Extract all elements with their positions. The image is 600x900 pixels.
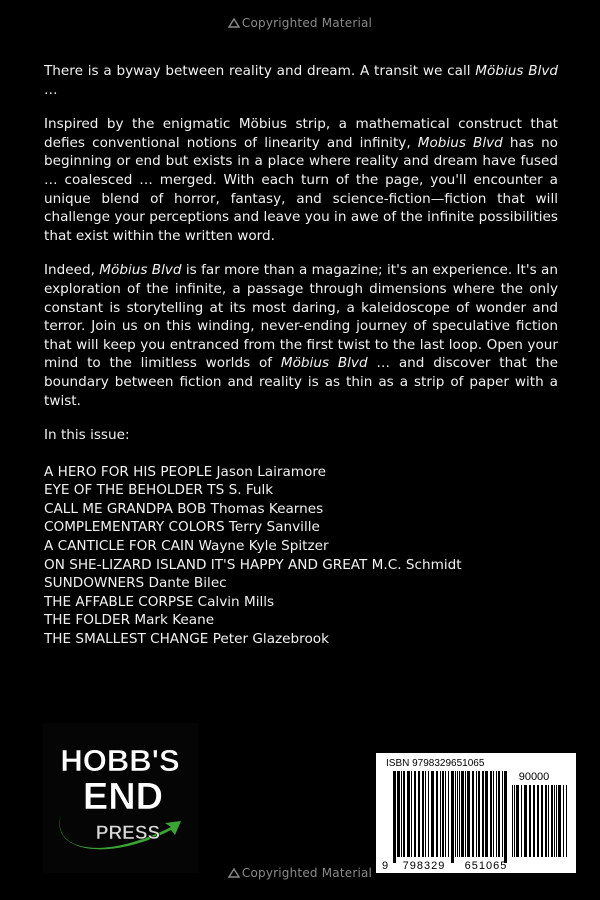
watermark-logo-icon: [228, 868, 240, 878]
barcode-bar: [428, 771, 429, 857]
isbn-barcode: [376, 753, 576, 873]
barcode-bar: [451, 771, 454, 863]
watermark-top: [0, 16, 600, 30]
barcode-bar: [551, 785, 553, 857]
publisher-logo: [43, 723, 198, 873]
barcode-bar: [516, 785, 519, 857]
barcode-bar: [431, 771, 434, 857]
intro-ellipsis: …: [44, 81, 58, 98]
isbn-label: ISBN 9798329651065: [386, 758, 485, 769]
barcode-bar: [442, 771, 444, 857]
toc-item: A CANTICLE FOR CAIN Wayne Kyle Spitzer: [44, 538, 329, 555]
barcode-bar: [485, 771, 488, 857]
barcode-bar: [541, 785, 543, 857]
toc-item: COMPLEMENTARY COLORS Terry Sanville: [44, 519, 320, 536]
para2-text-b: has no beginning or end but exists in a place where reality and dream have fused … coalesced … merged. With each turn of the page, you'll encounter a unique blend of horror, fantasy, and science-fiction—fiction that will challenge your perceptions and leave you in awe of the infinite possibilities that exist within the written word.: [44, 134, 559, 244]
watermark-logo-icon: [228, 18, 240, 28]
barcode-bar: [478, 771, 480, 857]
barcode-bar: [563, 785, 564, 857]
barcode-bar: [461, 771, 464, 857]
barcode-bar: [558, 785, 561, 857]
toc-item: A HERO FOR HIS PEOPLE Jason Lairamore: [44, 463, 327, 480]
barcode-bar: [403, 771, 405, 857]
barcode-bar: [425, 771, 426, 857]
intro-text: There is a byway between reality and dream. A transit we call: [44, 63, 476, 79]
barcode-bar: [496, 771, 497, 857]
barcode-bar: [524, 785, 527, 857]
watermark-bottom: [0, 866, 600, 880]
barcode-digits-left: 798329: [402, 860, 446, 872]
barcode-bar: [545, 785, 547, 857]
barcode-bar: [467, 771, 470, 857]
barcode-bar: [457, 771, 458, 857]
toc-item: THE AFFABLE CORPSE Calvin Mills: [44, 593, 275, 610]
barcode-bar: [514, 785, 515, 857]
barcode-digits-right: 651065: [464, 860, 508, 872]
barcode-bar: [529, 785, 531, 857]
addon-digits: 90000: [518, 771, 550, 783]
hobbs-end-press-logo-icon: [43, 723, 198, 873]
description-paragraph-2: [44, 261, 558, 410]
toc-item: CALL ME GRANDPA BOB Thomas Kearnes: [44, 500, 324, 517]
toc-item: EYE OF THE BEHOLDER TS S. Fulk: [44, 482, 274, 499]
barcode-bar: [414, 771, 416, 857]
barcode-bar: [556, 785, 557, 857]
para3-text-b: is far more than a magazine; it's an experience. It's an exploration of the infinite, a passage through dimensions where the only constant is storytelling at its most daring, a kaleidoscope of wonder and terror. Join us on this winding, never-ending journey of speculative fiction that will keep you entranced from the first twist to the last loop. Open your mind to the limitless worlds of: [44, 262, 558, 372]
barcode-bar: [436, 771, 438, 857]
watermark-text: Copyrighted Material: [241, 866, 373, 880]
logo-line-3: PRESS: [95, 823, 161, 844]
barcode-bar: [418, 771, 420, 857]
barcode-bar: [422, 771, 424, 857]
barcode-bar: [393, 771, 396, 863]
logo-line-2: END: [82, 776, 164, 818]
barcode-bar: [407, 771, 410, 857]
toc-item: THE FOLDER Mark Keane: [44, 612, 215, 629]
barcode-bar: [482, 771, 484, 857]
barcode-bar: [493, 771, 494, 857]
addon-barcode-bars: [512, 785, 567, 857]
barcode-bar: [504, 771, 507, 863]
para2-title: Mobius Blvd: [417, 134, 503, 151]
toc-item: SUNDOWNERS Dante Bilec: [44, 575, 227, 592]
barcode-bar: [472, 771, 474, 857]
toc-item: THE SMALLEST CHANGE Peter Glazebrook: [44, 631, 329, 648]
barcode-bars: [393, 771, 507, 863]
table-of-contents: [44, 463, 558, 649]
intro-paragraph: [44, 62, 558, 99]
para2-text-a: Inspired by the enigmatic Möbius strip, a mathematical construct that defies conventional notions of linearity and infinity,: [44, 116, 558, 151]
barcode-bar: [490, 771, 492, 857]
para3-text-a: Indeed,: [44, 262, 100, 279]
barcode-bar: [502, 771, 503, 857]
barcode-bar: [566, 785, 567, 857]
barcode-bar: [498, 771, 500, 857]
barcode-bar: [440, 771, 441, 857]
logo-line-1: HOBB'S: [60, 743, 180, 778]
barcode-bar: [521, 785, 522, 857]
barcode-bar: [476, 771, 477, 857]
barcode-bar: [554, 785, 555, 857]
barcode-bar: [512, 785, 513, 857]
barcode-bar: [411, 771, 412, 857]
barcode-graphic: [376, 753, 576, 873]
barcode-bar: [533, 785, 535, 857]
toc-item: ON SHE-LIZARD ISLAND IT'S HAPPY AND GREAT M.C. Schmidt: [44, 556, 462, 573]
barcode-bar: [459, 771, 460, 857]
para3-title-1: Möbius Blvd: [99, 262, 182, 279]
back-cover-text: [44, 62, 558, 649]
barcode-digit-first: 9: [382, 860, 389, 872]
barcode-bar: [548, 785, 549, 857]
description-paragraph-1: [44, 115, 558, 245]
barcode-bar: [445, 771, 446, 857]
watermark-text: Copyrighted Material: [241, 16, 373, 30]
barcode-bar: [401, 771, 402, 857]
barcode-bar: [397, 771, 400, 857]
barcode-bar: [448, 771, 449, 857]
intro-title: Möbius Blvd: [475, 63, 559, 79]
barcode-bar: [537, 785, 539, 857]
para3-title-2: Möbius Blvd: [280, 355, 368, 372]
barcode-bar: [455, 771, 456, 857]
barcode-bar: [465, 771, 466, 857]
issue-label: In this issue:: [44, 427, 130, 444]
para3-text-c: … and discover that the boundary between fiction and reality is as thin as a strip of paper with a twist.: [44, 355, 558, 409]
